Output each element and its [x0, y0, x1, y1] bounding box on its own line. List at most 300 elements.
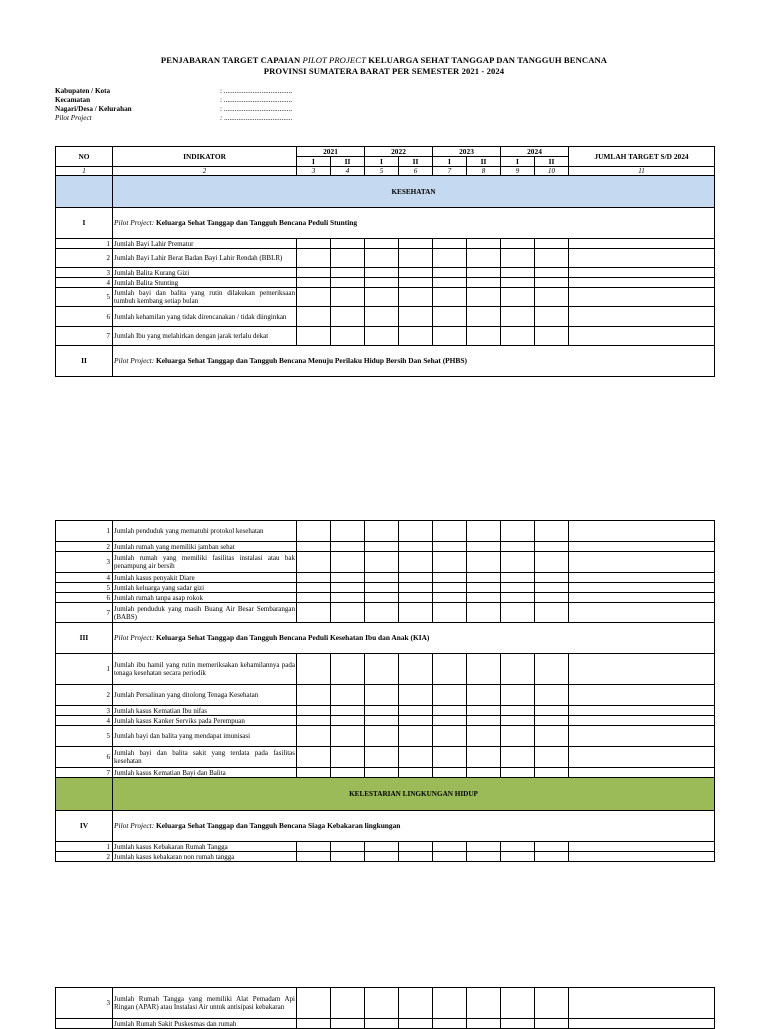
target-cell[interactable]: [365, 542, 399, 552]
target-cell[interactable]: [399, 988, 433, 1019]
target-cell[interactable]: [467, 583, 501, 593]
group-row-1: [56, 208, 715, 239]
table-row: [56, 521, 715, 542]
meta-value: : ......................................: [220, 87, 293, 95]
total-cell[interactable]: [569, 542, 715, 552]
total-cell[interactable]: [569, 706, 715, 716]
target-cell[interactable]: [467, 239, 501, 249]
row-indicator: Jumlah kasus kebakaran non rumah tangga: [113, 852, 297, 862]
total-cell[interactable]: [569, 268, 715, 278]
table-row: [56, 716, 715, 726]
target-cell[interactable]: [297, 685, 331, 706]
target-cell[interactable]: [433, 249, 467, 268]
header-indikator: INDIKATOR: [113, 147, 297, 167]
target-cell[interactable]: [399, 239, 433, 249]
target-cell[interactable]: [297, 747, 331, 768]
target-cell[interactable]: [399, 278, 433, 288]
total-cell[interactable]: [569, 768, 715, 778]
target-cell[interactable]: [501, 706, 535, 716]
total-cell[interactable]: [569, 988, 715, 1019]
row-number: 3: [56, 268, 113, 278]
target-cell[interactable]: [365, 278, 399, 288]
header-sem-1: I: [501, 157, 535, 167]
target-cell[interactable]: [365, 768, 399, 778]
target-cell[interactable]: [331, 747, 365, 768]
target-cell[interactable]: [467, 268, 501, 278]
target-cell[interactable]: [501, 716, 535, 726]
target-cell[interactable]: [535, 542, 569, 552]
target-cell[interactable]: [365, 327, 399, 346]
target-cell[interactable]: [297, 852, 331, 862]
row-number: 1: [56, 239, 113, 249]
target-cell[interactable]: [331, 988, 365, 1019]
target-cell[interactable]: [365, 552, 399, 573]
total-cell[interactable]: [569, 593, 715, 603]
target-cell[interactable]: [331, 593, 365, 603]
target-cell[interactable]: [535, 239, 569, 249]
row-indicator: Jumlah Balita Kurang Gizi: [113, 268, 297, 278]
row-indicator: Jumlah penduduk yang mematuhi protokol kesehatan: [113, 521, 297, 542]
target-table-part-2: [55, 520, 715, 862]
target-cell[interactable]: [467, 685, 501, 706]
target-cell[interactable]: [297, 726, 331, 747]
meta-nagari: [55, 105, 293, 113]
target-cell[interactable]: [535, 768, 569, 778]
target-cell[interactable]: [365, 706, 399, 716]
target-cell[interactable]: [535, 852, 569, 862]
total-cell[interactable]: [569, 239, 715, 249]
row-number: 5: [56, 726, 113, 747]
target-cell[interactable]: [297, 768, 331, 778]
target-cell[interactable]: [535, 842, 569, 852]
target-cell[interactable]: [535, 726, 569, 747]
target-cell[interactable]: [467, 521, 501, 542]
target-table-part-3: [55, 987, 715, 1029]
target-cell[interactable]: [297, 716, 331, 726]
target-cell[interactable]: [535, 278, 569, 288]
target-cell[interactable]: [331, 842, 365, 852]
target-cell[interactable]: [433, 542, 467, 552]
target-cell[interactable]: [297, 521, 331, 542]
table-row: [56, 988, 715, 1019]
target-cell[interactable]: [501, 239, 535, 249]
target-cell[interactable]: [433, 239, 467, 249]
target-cell[interactable]: [433, 768, 467, 778]
total-cell[interactable]: [569, 327, 715, 346]
target-cell[interactable]: [297, 583, 331, 593]
row-number: 5: [56, 288, 113, 307]
target-cell[interactable]: [399, 288, 433, 307]
target-cell[interactable]: [399, 852, 433, 862]
target-cell[interactable]: [331, 249, 365, 268]
target-cell[interactable]: [297, 988, 331, 1019]
target-cell[interactable]: [467, 552, 501, 573]
total-cell[interactable]: [569, 307, 715, 327]
target-cell[interactable]: [297, 268, 331, 278]
target-cell[interactable]: [433, 278, 467, 288]
target-cell[interactable]: [399, 603, 433, 623]
target-cell[interactable]: [331, 327, 365, 346]
target-cell[interactable]: [535, 685, 569, 706]
target-cell[interactable]: [535, 716, 569, 726]
target-cell[interactable]: [467, 249, 501, 268]
group-roman: III: [56, 623, 113, 654]
target-cell[interactable]: [433, 268, 467, 278]
row-indicator: Jumlah Bayi Lahir Berat Badan Bayi Lahir Rendah (BBLR): [113, 249, 297, 268]
target-cell[interactable]: [331, 852, 365, 862]
group-roman: II: [56, 346, 113, 377]
target-cell[interactable]: [501, 852, 535, 862]
target-cell[interactable]: [399, 521, 433, 542]
target-cell[interactable]: [535, 706, 569, 716]
target-cell[interactable]: [433, 288, 467, 307]
target-cell[interactable]: [433, 603, 467, 623]
table-row: [56, 685, 715, 706]
row-number: 4: [56, 278, 113, 288]
header-year-2023: 2023: [433, 147, 501, 157]
target-cell[interactable]: [467, 706, 501, 716]
table-row: [56, 268, 715, 278]
target-cell[interactable]: [467, 307, 501, 327]
target-cell[interactable]: [467, 542, 501, 552]
target-cell[interactable]: [467, 573, 501, 583]
total-cell[interactable]: [569, 573, 715, 583]
title-text-post: KELUARGA SEHAT TANGGAP DAN TANGGUH BENCANA: [368, 55, 608, 65]
target-cell[interactable]: [297, 573, 331, 583]
target-cell[interactable]: [535, 249, 569, 268]
target-cell[interactable]: [297, 239, 331, 249]
target-cell[interactable]: [331, 654, 365, 685]
target-cell[interactable]: [365, 521, 399, 542]
target-cell[interactable]: [535, 268, 569, 278]
target-cell[interactable]: [467, 278, 501, 288]
total-cell[interactable]: [569, 716, 715, 726]
target-cell[interactable]: [399, 542, 433, 552]
target-cell[interactable]: [365, 654, 399, 685]
total-cell[interactable]: [569, 603, 715, 623]
total-cell[interactable]: [569, 685, 715, 706]
row-number: 6: [56, 593, 113, 603]
target-cell[interactable]: [331, 583, 365, 593]
target-cell[interactable]: [399, 327, 433, 346]
target-cell[interactable]: [297, 706, 331, 716]
target-cell[interactable]: [467, 852, 501, 862]
row-indicator: Jumlah keluarga yang sadar gizi: [113, 583, 297, 593]
col-number: 3: [297, 167, 331, 176]
target-cell[interactable]: [535, 654, 569, 685]
table-row: [56, 603, 715, 623]
header-jumlah-target: JUMLAH TARGET S/D 2024: [569, 147, 715, 167]
table-row: [56, 307, 715, 327]
target-cell[interactable]: [365, 716, 399, 726]
target-cell[interactable]: [365, 239, 399, 249]
total-cell[interactable]: [569, 278, 715, 288]
target-cell[interactable]: [433, 685, 467, 706]
target-cell[interactable]: [501, 521, 535, 542]
header-sem-2: II: [331, 157, 365, 167]
target-cell[interactable]: [535, 288, 569, 307]
target-cell[interactable]: [297, 307, 331, 327]
target-cell[interactable]: [433, 988, 467, 1019]
target-table-part-1: [55, 146, 715, 377]
target-cell[interactable]: [467, 716, 501, 726]
target-cell[interactable]: [501, 583, 535, 593]
target-cell[interactable]: [535, 988, 569, 1019]
target-cell[interactable]: [501, 726, 535, 747]
target-cell[interactable]: [297, 603, 331, 623]
target-cell[interactable]: [467, 327, 501, 346]
target-cell[interactable]: [365, 726, 399, 747]
meta-pilot-project: [55, 114, 293, 122]
total-cell[interactable]: [569, 583, 715, 593]
title-text-italic: PILOT PROJECT: [302, 55, 366, 65]
table-row: [56, 768, 715, 778]
table-row: [56, 249, 715, 268]
target-cell[interactable]: [535, 521, 569, 542]
target-cell[interactable]: [501, 768, 535, 778]
col-number: 10: [535, 167, 569, 176]
target-cell[interactable]: [501, 747, 535, 768]
row-number: 7: [56, 603, 113, 623]
row-indicator: Jumlah bayi dan balita yang mendapat imunisasi: [113, 726, 297, 747]
target-cell[interactable]: [535, 583, 569, 593]
target-cell[interactable]: [399, 249, 433, 268]
target-cell[interactable]: [399, 593, 433, 603]
target-cell[interactable]: [365, 249, 399, 268]
target-cell[interactable]: [331, 573, 365, 583]
total-cell[interactable]: [569, 842, 715, 852]
target-cell[interactable]: [433, 852, 467, 862]
row-number: 1: [56, 842, 113, 852]
target-cell[interactable]: [365, 842, 399, 852]
target-cell[interactable]: [399, 583, 433, 593]
target-cell[interactable]: [433, 583, 467, 593]
table-row: [56, 278, 715, 288]
col-number: 11: [569, 167, 715, 176]
col-number: 4: [331, 167, 365, 176]
target-cell[interactable]: [433, 327, 467, 346]
target-cell[interactable]: [399, 552, 433, 573]
target-cell[interactable]: [331, 278, 365, 288]
row-indicator: Jumlah rumah yang memiliki jamban sehat: [113, 542, 297, 552]
group-row-2: [56, 346, 715, 377]
total-cell[interactable]: [569, 852, 715, 862]
total-cell[interactable]: [569, 654, 715, 685]
document-title: [0, 55, 768, 65]
target-cell[interactable]: [501, 685, 535, 706]
target-cell[interactable]: [331, 685, 365, 706]
target-cell[interactable]: [297, 593, 331, 603]
target-cell[interactable]: [331, 552, 365, 573]
target-cell[interactable]: [535, 593, 569, 603]
row-indicator: Jumlah Balita Stunting: [113, 278, 297, 288]
target-cell[interactable]: [365, 593, 399, 603]
target-cell[interactable]: [535, 307, 569, 327]
target-cell[interactable]: [297, 552, 331, 573]
col-number: 9: [501, 167, 535, 176]
target-cell[interactable]: [399, 768, 433, 778]
target-cell[interactable]: [467, 654, 501, 685]
target-cell[interactable]: [501, 249, 535, 268]
col-number: 2: [113, 167, 297, 176]
target-cell[interactable]: [365, 603, 399, 623]
target-cell[interactable]: [535, 603, 569, 623]
table-row: [56, 552, 715, 573]
target-cell[interactable]: [467, 593, 501, 603]
target-cell[interactable]: [467, 842, 501, 852]
total-cell[interactable]: [569, 726, 715, 747]
section-title-kesehatan: KESEHATAN: [113, 176, 715, 208]
target-cell[interactable]: [331, 542, 365, 552]
target-cell[interactable]: [433, 552, 467, 573]
target-cell[interactable]: [331, 726, 365, 747]
target-cell[interactable]: [399, 573, 433, 583]
target-cell[interactable]: [501, 327, 535, 346]
row-number: 3: [56, 988, 113, 1019]
target-cell[interactable]: [399, 706, 433, 716]
target-cell[interactable]: [433, 593, 467, 603]
row-indicator: Jumlah Ibu yang melahirkan dengan jarak terlalu dekat: [113, 327, 297, 346]
target-cell[interactable]: [297, 842, 331, 852]
target-cell[interactable]: [365, 573, 399, 583]
target-cell[interactable]: [331, 268, 365, 278]
target-cell[interactable]: [467, 726, 501, 747]
table-row: [56, 542, 715, 552]
table-row: [56, 747, 715, 768]
target-cell[interactable]: [365, 307, 399, 327]
section-row-lingkungan: [56, 778, 715, 811]
target-cell[interactable]: [433, 842, 467, 852]
table-row: [56, 842, 715, 852]
target-cell[interactable]: [399, 268, 433, 278]
target-cell[interactable]: [399, 726, 433, 747]
target-cell[interactable]: [365, 685, 399, 706]
target-cell[interactable]: [501, 542, 535, 552]
table-row: [56, 583, 715, 593]
target-cell[interactable]: [331, 603, 365, 623]
target-cell[interactable]: [331, 288, 365, 307]
target-cell[interactable]: [399, 307, 433, 327]
target-cell[interactable]: [433, 654, 467, 685]
total-cell[interactable]: [569, 747, 715, 768]
target-cell[interactable]: [331, 521, 365, 542]
target-cell[interactable]: [433, 747, 467, 768]
target-cell[interactable]: [399, 685, 433, 706]
row-number: 2: [56, 249, 113, 268]
target-cell[interactable]: [535, 573, 569, 583]
target-cell[interactable]: [365, 852, 399, 862]
row-number: 4: [56, 716, 113, 726]
target-cell[interactable]: [331, 716, 365, 726]
total-cell[interactable]: [569, 288, 715, 307]
target-cell[interactable]: [501, 288, 535, 307]
target-cell[interactable]: [399, 716, 433, 726]
table-row: [56, 239, 715, 249]
target-cell[interactable]: [331, 768, 365, 778]
target-cell[interactable]: [297, 249, 331, 268]
target-cell[interactable]: [433, 716, 467, 726]
target-cell[interactable]: [501, 988, 535, 1019]
target-cell[interactable]: [433, 307, 467, 327]
target-cell[interactable]: [467, 747, 501, 768]
target-cell[interactable]: [433, 726, 467, 747]
target-cell[interactable]: [331, 706, 365, 716]
target-cell[interactable]: [501, 842, 535, 852]
target-cell[interactable]: [501, 307, 535, 327]
group-row-4: [56, 811, 715, 842]
target-cell[interactable]: [467, 988, 501, 1019]
column-number-row: [56, 167, 715, 176]
row-indicator: Jumlah Bayi Lahir Prematur: [113, 239, 297, 249]
document-subtitle: PROVINSI SUMATERA BARAT PER SEMESTER 2021 - 2024: [263, 66, 505, 76]
target-cell[interactable]: [297, 327, 331, 346]
target-cell[interactable]: [433, 521, 467, 542]
total-cell[interactable]: [569, 552, 715, 573]
target-cell[interactable]: [501, 278, 535, 288]
target-cell[interactable]: [331, 239, 365, 249]
target-cell[interactable]: [467, 603, 501, 623]
section-row-kesehatan: [56, 176, 715, 208]
row-indicator: Jumlah rumah tanpa asap rokok: [113, 593, 297, 603]
col-number: 5: [365, 167, 399, 176]
target-cell[interactable]: [297, 288, 331, 307]
target-cell[interactable]: [467, 768, 501, 778]
target-cell[interactable]: [331, 307, 365, 327]
row-number: 3: [56, 706, 113, 716]
target-cell[interactable]: [433, 573, 467, 583]
group-roman: IV: [56, 811, 113, 842]
target-cell[interactable]: [365, 747, 399, 768]
target-cell[interactable]: [535, 327, 569, 346]
target-cell[interactable]: [501, 603, 535, 623]
header-sem-1: I: [433, 157, 467, 167]
target-cell[interactable]: [297, 654, 331, 685]
target-cell[interactable]: [535, 747, 569, 768]
target-cell[interactable]: [501, 654, 535, 685]
table-row: [56, 706, 715, 716]
target-cell[interactable]: [399, 747, 433, 768]
target-cell[interactable]: [365, 583, 399, 593]
target-cell[interactable]: [501, 593, 535, 603]
target-cell[interactable]: [467, 288, 501, 307]
target-cell[interactable]: [501, 573, 535, 583]
target-cell[interactable]: [365, 288, 399, 307]
meta-label: Kecamatan: [55, 96, 91, 104]
target-cell[interactable]: [433, 706, 467, 716]
row-indicator: Jumlah kasus Kematian Ibu nifas: [113, 706, 297, 716]
total-cell[interactable]: [569, 249, 715, 268]
row-indicator: Jumlah rumah yang memiliki fasilitas instalasi atau bak penampung air bersih: [113, 552, 297, 573]
target-cell[interactable]: [365, 268, 399, 278]
header-year-2021: 2021: [297, 147, 365, 157]
total-cell[interactable]: [569, 521, 715, 542]
target-cell[interactable]: [399, 654, 433, 685]
target-cell[interactable]: [501, 268, 535, 278]
header-sem-1: I: [365, 157, 399, 167]
col-number: 8: [467, 167, 501, 176]
meta-value: : ......................................: [220, 114, 293, 122]
target-cell[interactable]: [297, 542, 331, 552]
target-cell[interactable]: [399, 842, 433, 852]
target-cell[interactable]: [535, 552, 569, 573]
header-sem-2: II: [399, 157, 433, 167]
row-indicator: Jumlah penduduk yang masih Buang Air Besar Sembarangan (BABS): [114, 604, 295, 621]
header-sem-2: II: [535, 157, 569, 167]
target-cell[interactable]: [297, 278, 331, 288]
target-cell[interactable]: [365, 988, 399, 1019]
meta-label: Pilot Project: [55, 114, 92, 122]
target-cell[interactable]: [501, 552, 535, 573]
